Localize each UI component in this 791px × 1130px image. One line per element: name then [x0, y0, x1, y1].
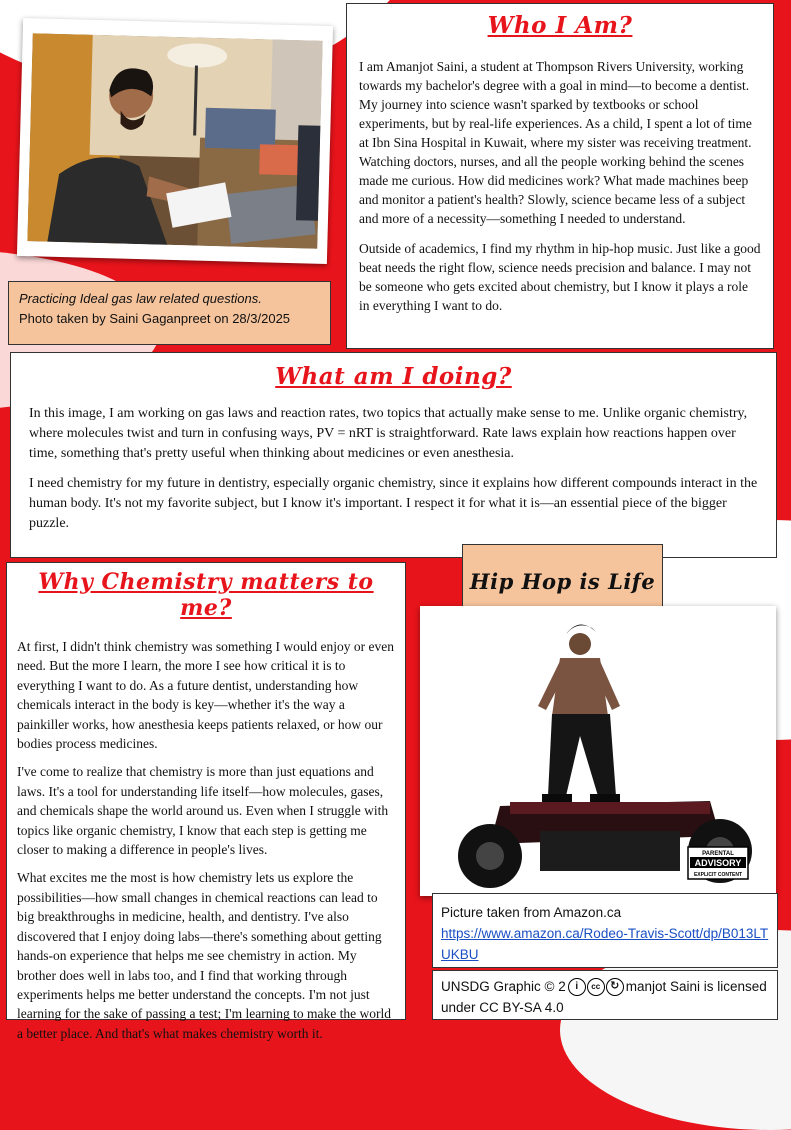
- about-paragraph: Outside of academics, I find my rhythm in hip-hop music. Just like a good beat needs the right flow, science needs precision and balance. I may not be someone who gets excited about chemistry, but I know it plays a role in everything I want to do.: [359, 241, 761, 313]
- who-i-am-heading: Who I Am?: [487, 12, 633, 39]
- license-line-1: [441, 976, 769, 997]
- amazon-link[interactable]: https://www.amazon.ca/Rodeo-Travis-Scott/dp/B013LTUKBU: [441, 926, 769, 962]
- license-prefix: UNSDG Graphic © 2: [441, 979, 566, 994]
- doing-paragraph: In this image, I am working on gas laws and reaction rates, two topics that actually make sense to me. Unlike organic chemistry, where molecules twist and turn in confusing ways, PV = nRT is straightforward. Rate laws explain how reactions happen over time, something that's pretty useful when thinking about medicines or even anesthesia.: [29, 406, 748, 461]
- why-paragraph: What excites me the most is how chemistry lets us explore the possibilities—how small changes in chemical reactions can lead to big breakthroughs in medicine, health, and dentistry. I've also discovered that I enjoy doing labs—there's something about getting hands-on experience that helps me see chemistry in action. My brother does well in labs too, and I find that working through experiments helps me better understand the concepts. I'm not just learning for the sake of passing a test; I'm learning to make the world a better place. And that's what makes chemistry worth it.: [17, 870, 391, 1041]
- what-am-i-doing-panel: [10, 352, 777, 558]
- album-cover-image: [420, 606, 776, 896]
- advisory-main-text: ADVISORY: [694, 858, 742, 868]
- picture-credit-box: [432, 893, 778, 968]
- album-photo-frame: [420, 606, 776, 896]
- license-line-2: under CC BY-SA 4.0: [441, 1000, 564, 1015]
- hip-hop-heading: Hip Hop is Life: [469, 568, 656, 594]
- advisory-top-text: PARENTAL: [702, 851, 734, 857]
- student-studying-photo: [27, 33, 322, 249]
- student-photo-frame: [17, 18, 333, 264]
- photo-caption-credit: Photo taken by Saini Gaganpreet on 28/3/2025: [19, 311, 291, 326]
- cc-by-sa-badge: [568, 978, 624, 996]
- cc-sharealike-icon: ↻: [606, 978, 624, 996]
- why-chemistry-panel: [6, 562, 406, 1041]
- license-suffix: manjot Saini is licensed: [625, 979, 767, 994]
- photo-caption-box: [8, 281, 331, 345]
- cc-attribution-icon: i: [568, 978, 586, 996]
- license-box: [432, 970, 778, 1020]
- advisory-bottom-text: EXPLICIT CONTENT: [693, 872, 743, 878]
- about-paragraph: I am Amanjot Saini, a student at Thompson Rivers University, working towards my bachelor's degree with a goal in mind—to become a dentist. My journey into science wasn't sparked by textbooks or school experiments, but by real-life experiences. As a child, I spent a lot of time at Ibn Sina Hospital in Kuwait, where my sister was receiving treatment. Watching doctors, nurses, and all the people working behind the scenes made me curious. How did medicines work? What made machines beep and monitor a patient's health? Slowly, science became less of a subject and more of a necessity—something I needed to understand.: [359, 59, 752, 226]
- why-chemistry-heading: Why Chemistry matters to me?: [38, 569, 374, 621]
- who-i-am-panel: [346, 3, 774, 349]
- cc-icon: cc: [587, 978, 605, 996]
- why-paragraph: I've come to realize that chemistry is more than just equations and laws. It's a tool for understanding life itself—how molecules, gases, and chemicals shape the world around us. Even when I struggle with topics like organic chemistry, I know that each step is getting me closer to making a difference in people's lives.: [17, 764, 389, 858]
- why-paragraph: At first, I didn't think chemistry was something I would enjoy or even need. But the more I learn, the more I see how critical it is to everything I want to do. As a future dentist, understanding how chemicals interact in the body is key—whether it's the way a painkiller works, how anesthesia keeps patients relaxed, or how our bodies process medicines.: [17, 639, 394, 752]
- doing-paragraph: I need chemistry for my future in dentistry, especially organic chemistry, since it explains how different compounds interact in the human body. It's not my favorite subject, but I know it's important. I respect it for what it is—an essential piece of the bigger puzzle.: [29, 476, 758, 531]
- picture-credit-text: Picture taken from Amazon.ca: [441, 905, 622, 920]
- photo-caption-description: Practicing Ideal gas law related questions.: [19, 291, 262, 306]
- what-am-i-doing-heading: What am I doing?: [275, 363, 512, 390]
